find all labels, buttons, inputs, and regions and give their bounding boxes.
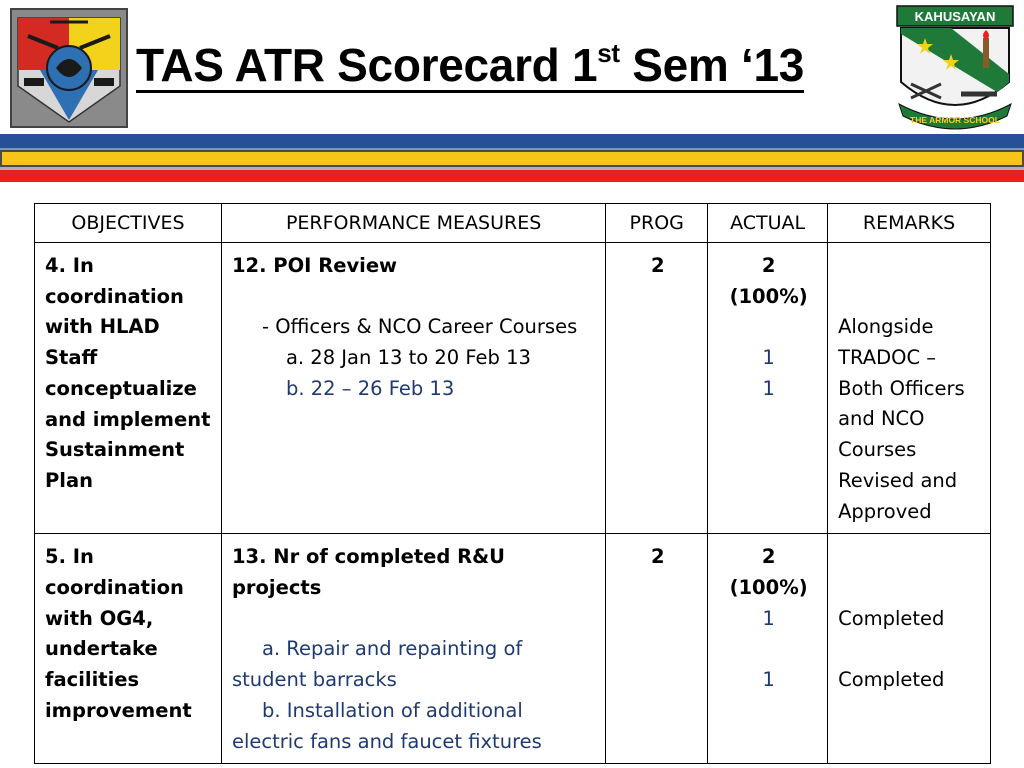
measure-item-a-cont: student barracks	[231, 668, 397, 692]
objective-line: undertake	[45, 637, 158, 661]
column-header-objectives: OBJECTIVES	[35, 204, 222, 243]
objective-line: 5. In	[45, 545, 94, 569]
remarks-line: and NCO	[838, 407, 925, 431]
measure-title: 13. Nr of completed R&U projects	[231, 545, 505, 599]
actual-cell	[708, 534, 828, 764]
objective-cell	[35, 243, 222, 534]
remarks-line: Alongside	[838, 315, 934, 339]
objective-line: coordination	[45, 284, 184, 308]
logo-ribbon-text: THE ARMOR SCHOOL	[910, 115, 1000, 125]
header-band-red	[0, 170, 1024, 182]
objective-line: 4. In	[45, 254, 94, 277]
remark-item-b: Completed	[838, 668, 945, 692]
remarks-line: Both Officers	[838, 376, 965, 400]
actual-item-b: 1	[762, 668, 775, 692]
column-header-prog: PROG	[606, 204, 708, 243]
prog-cell	[606, 243, 708, 534]
scorecard-table	[34, 203, 991, 764]
armor-school-left-logo	[10, 8, 128, 128]
actual-cell	[708, 243, 828, 534]
measure-item-b: b. 22 – 26 Feb 13	[285, 376, 455, 400]
column-header-actual: ACTUAL	[708, 204, 828, 243]
measure-cell	[221, 534, 605, 764]
remark-item-a: Completed	[838, 606, 945, 630]
measure-item-a: a. 28 Jan 13 to 20 Feb 13	[285, 346, 531, 370]
remarks-cell	[828, 243, 991, 534]
measure-item-b: b. Installation of additional	[261, 698, 523, 722]
table-header-row	[35, 204, 991, 243]
prog-value: 2	[650, 254, 665, 277]
objective-line: and implement	[45, 407, 211, 431]
objective-line: Staff	[45, 346, 98, 370]
objective-line: Sustainment	[45, 438, 185, 462]
objective-line: Plan	[45, 468, 94, 492]
objective-line: with OG4,	[45, 606, 154, 630]
objective-line: coordination	[45, 576, 184, 599]
prog-cell	[606, 534, 708, 764]
objective-line: with HLAD	[45, 315, 160, 339]
table-row	[35, 534, 991, 764]
actual-item-a: 1	[762, 346, 775, 370]
actual-item-b: 1	[762, 376, 775, 400]
measure-cell	[221, 243, 605, 534]
actual-percent: (100%)	[729, 576, 808, 599]
actual-value: 2	[761, 254, 776, 277]
table-row	[35, 243, 991, 534]
remarks-line: Revised and	[838, 468, 958, 492]
actual-item-a: 1	[762, 606, 775, 630]
objective-line: conceptualize	[45, 376, 197, 400]
remarks-line: TRADOC –	[838, 346, 937, 370]
objective-cell	[35, 534, 222, 764]
measure-item-a: a. Repair and repainting of	[261, 637, 523, 661]
page-title: TAS ATR Scorecard 1st Sem ‘13	[136, 38, 805, 91]
objective-line: facilities	[45, 668, 140, 692]
header-band-blue	[0, 134, 1024, 148]
prog-value: 2	[650, 545, 665, 569]
column-header-performance-measures: PERFORMANCE MEASURES	[221, 204, 605, 243]
actual-percent: (100%)	[729, 284, 808, 308]
actual-value: 2	[761, 545, 776, 569]
remarks-line: Approved	[838, 499, 932, 523]
measure-item-b-cont: electric fans and faucet fixtures	[231, 729, 542, 753]
header-band-yellow	[0, 150, 1024, 167]
logo-banner-text: KAHUSAYAN	[914, 9, 996, 24]
measure-title: 12. POI Review	[231, 254, 398, 277]
objective-line: improvement	[45, 698, 192, 722]
remarks-cell	[828, 534, 991, 764]
column-header-remarks: REMARKS	[828, 204, 991, 243]
remarks-line: Courses	[838, 438, 917, 462]
measure-subtitle: - Officers & NCO Career Courses	[261, 315, 578, 339]
kahusayan-shield-logo	[891, 4, 1019, 130]
